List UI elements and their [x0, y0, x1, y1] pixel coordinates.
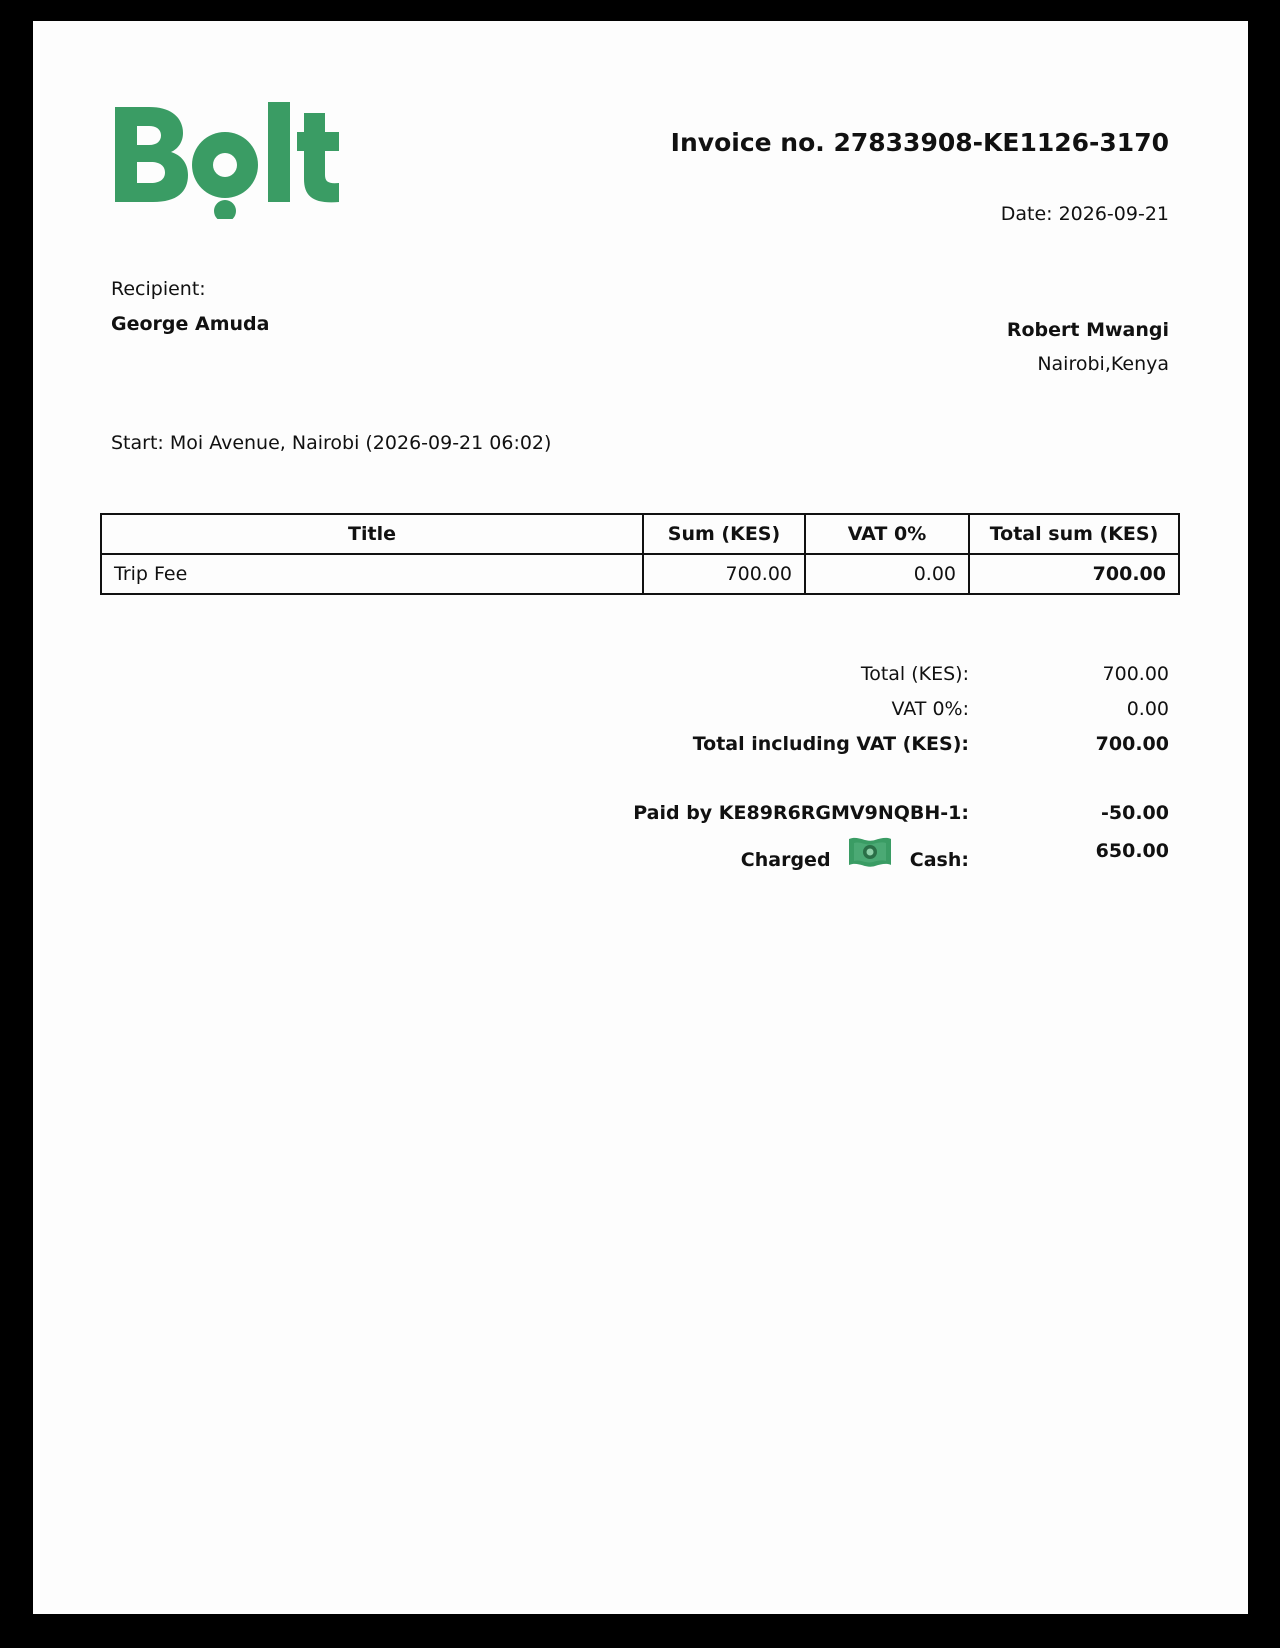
summary-vat-label: VAT 0%:: [891, 697, 969, 720]
cash-word: Cash:: [909, 848, 969, 871]
items-table: [100, 513, 1180, 595]
invoice-number: Invoice no. 27833908-KE1126-3170: [670, 128, 1169, 157]
summary-charged-value: 650.00: [1095, 840, 1169, 862]
summary-paid-value: -50.00: [1101, 801, 1169, 824]
invoice-page: [33, 21, 1248, 1614]
summary-paid-row: [633, 795, 1169, 830]
summary-charged-label: [741, 841, 969, 880]
summary-charged-row: [633, 830, 1169, 878]
sender-block: [1007, 313, 1169, 381]
header-vat: VAT 0%: [805, 514, 969, 554]
summary-block: [633, 656, 1169, 878]
sender-location: Nairobi,Kenya: [1037, 353, 1169, 375]
cell-vat: 0.00: [805, 554, 969, 594]
header-sum: Sum (KES): [643, 514, 805, 554]
header-title: Title: [101, 514, 643, 554]
summary-total-row: [633, 656, 1169, 691]
summary-vat-row: [633, 691, 1169, 726]
summary-total-value: 700.00: [1102, 662, 1169, 685]
invoice-date: Date: 2026-09-21: [1000, 203, 1169, 225]
summary-total-incl-label: Total including VAT (KES):: [692, 732, 969, 755]
summary-total-incl-value: 700.00: [1095, 732, 1169, 755]
table-header-row: [101, 514, 1179, 554]
sender-name: Robert Mwangi: [1006, 319, 1169, 341]
cell-total: 700.00: [969, 554, 1179, 594]
charged-word: Charged: [740, 848, 831, 871]
cell-title: Trip Fee: [101, 554, 643, 594]
trip-start: Start: Moi Avenue, Nairobi (2026-09-21 06:02): [111, 432, 552, 454]
cell-sum: 700.00: [643, 554, 805, 594]
summary-total-label: Total (KES):: [860, 662, 969, 685]
summary-vat-value: 0.00: [1126, 697, 1169, 720]
bolt-logo: [111, 89, 351, 223]
header-total: Total sum (KES): [969, 514, 1179, 554]
summary-total-incl-row: [633, 726, 1169, 761]
table-row: [101, 554, 1179, 594]
recipient-label: Recipient:: [111, 278, 206, 300]
recipient-name: George Amuda: [111, 313, 270, 335]
summary-paid-label: Paid by KE89R6RGMV9NQBH-1:: [633, 801, 969, 824]
cash-icon: [847, 835, 893, 874]
